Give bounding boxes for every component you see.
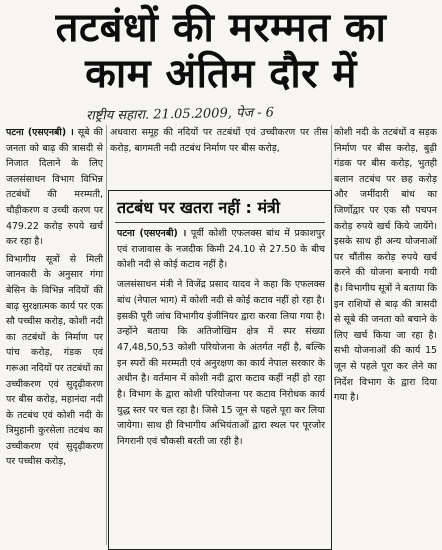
column-divider xyxy=(106,125,107,545)
article-column-1 xyxy=(6,125,103,472)
headline-line-1: तटबंधों की मरम्मत का xyxy=(55,5,387,51)
column-1-paragraph-2: विभागीय सूत्रों से मिली जानकारी के अनुसार गंगा बेसिन के विभिन्न नदियों की बाढ़ सुरक्षात्मक कार्य पर एक सौ पच्चीस करोड़, कोशी नदी का तटबंधों के निर्माण पर पांच करोड़, गंडक एवं गरूआ नदियों पर तटबंधों का उच्चीकरण एवं सुदृढ़ीकरण पर बीस करोड़, महानंदा नदी के तटबंध एवं कोशी नदी के त्रिमुहानी कुरसेला तटबंध का उच्चीकरण एवं सुदृढ़ीकरण पर पच्चीस करोड़, xyxy=(6,253,103,468)
sidebar-box xyxy=(108,190,332,550)
column-1-paragraph-1: सूबे की जनता को बाढ़ की त्रासदी से निजात दिलाने के लिए जलसंसाधन विभाग विभिन्न तटबंधों की मरम्मती, चौड़ीकरण व उच्ची करण पर 479.22 करोड़ रुपये खर्च कर रहा है। xyxy=(6,127,103,248)
title-divider xyxy=(115,222,325,223)
sidebar-paragraph-2: जलसंसाधन मंत्री ने विजेंद्र प्रसाद यादव ने कहा कि एफलक्स बांध (नेपाल भाग) में कोशी नदी से कोई कटाव नहीं हो रहा है। इसकी पूरी जांच विभागीय इंजीनियर द्वारा करवा लिया गया है। उन्होंने बताया कि अतिजोखिम क्षेत्र में स्पर संख्या 47,48,50,53 कोशी परियोजना के अंतर्गत नहीं है, बल्कि इन स्परों की मरम्मती एवं अनुरक्षण का कार्य नेपाल सरकार के अधीन है। वर्तमान में कोशी नदी द्वारा कटाव कहीं नहीं हो रहा है। विभाग के द्वारा कोशी परियोजना पर कटाव निरोधक कार्य युद्ध स्तर पर चल रहा है। जिसे 15 जून से पहले पूरा कर लिया जायेगा। साथ ही विभागीय अभियंताओं द्वारा स्थल पर पूरजोर निगरानी एवं चौकसी बरती जा रही है। xyxy=(117,279,325,448)
dateline: पटना (एसएनबी) । xyxy=(6,127,74,138)
article-column-3: कोशी नदी के तटबंधों व सड़क निर्माण पर बीस करोड़, बुढ़ी गंडक पर बीस करोड़, भुतही बलान तटबंध पर छह करोड़ और जमींदारी बांध का जिर्णोद्वार पर एक सौ पचपन करोड़ रुपये खर्च किये जायेंगे। इसके साथ ही अन्य योजनाओं पर चौंतीस करोड़ रुपये खर्च करने की योजना बनायी गयी है। विभागीय सूत्रों ने बताया कि इन राशियों से बाढ़ की त्रासदी से सूबे की जनता को बचाने के लिए खर्च किया जा रहा है। सभी योजनाओं की कार्य 15 जून से पहले पूरा कर लेने का निर्देश विभाग के द्वारा दिया गया है। xyxy=(334,127,437,404)
sidebar-paragraph-1: पूर्वी कोशी एफलक्स बांध में प्रकाशपुर एवं राजावास के नजदीक किमी 24.10 से 27.50 के बीच कोशी नदी से कोई कटाव नहीं है। xyxy=(117,228,325,271)
handwritten-source-note: राष्ट्रीय सहारा. 21.05.2009, पेज - 6 xyxy=(85,105,275,124)
sidebar-dateline: पटना (एसएनबी) । xyxy=(117,228,187,239)
sidebar-box-title: तटबंध पर खतरा नहीं : मंत्री xyxy=(117,198,281,217)
sidebar-box-body xyxy=(117,226,325,454)
headline-line-2: काम अंतिम दौर में xyxy=(85,51,357,97)
article-column-2-top: अधवारा समूह की नदियों पर तटबंधों एवं उच्चीकरण पर तीस करोड़, बागमती नदी तटबंध निर्माण पर बीस करोड़, xyxy=(110,127,328,154)
